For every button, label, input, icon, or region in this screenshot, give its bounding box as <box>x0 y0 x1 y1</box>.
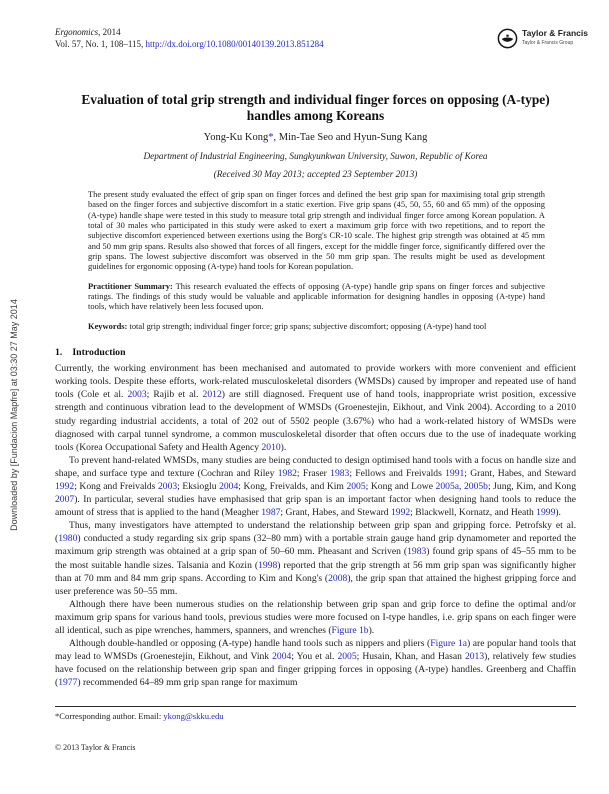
page-header <box>55 26 588 50</box>
citation-link[interactable]: 2004 <box>272 651 292 663</box>
doi-link[interactable]: http://dx.doi.org/10.1080/00140139.2013.851284 <box>145 39 324 49</box>
keywords-text: total grip strength; individual finger force; grip spans; subjective discomfort; opposing (A-type) hand tool <box>129 320 487 331</box>
citation-link[interactable]: 1998 <box>258 559 278 571</box>
citation-link[interactable]: 2005 <box>337 651 357 663</box>
citation-link[interactable]: 1992 <box>55 480 75 492</box>
citation-link[interactable]: Figure 1a <box>430 638 467 650</box>
practitioner-summary <box>88 281 545 312</box>
section-number: 1. <box>55 347 63 359</box>
copyright: © 2013 Taylor & Francis <box>55 743 136 752</box>
practitioner-summary-label: Practitioner Summary: <box>88 280 173 291</box>
intro-paragraph-5: Although double-handled or opposing (A-type) handle hand tools such as nippers and pliers (Figure 1a) are popular hand tools that may lead to WMSDs (Groenestejin, Eikhout, and Vink 2004; You et al. 2005; Husain, Khan, and Hasan 2013), relatively few studies have focused on the relationship between grip span and finger gripping forces in opposing (A-type) handles. Greenberg and Chaffin (1977) recommended 64–89 mm grip span range for maximum <box>55 638 576 689</box>
citation-link[interactable]: 2008 <box>328 572 348 584</box>
corresponding-author-note: *Corresponding author. Email: ykong@skku.edu <box>55 711 224 721</box>
citation-link[interactable]: 1992 <box>390 507 411 519</box>
citation-link[interactable]: 2003 <box>157 480 178 492</box>
citation-link[interactable]: 2010 <box>261 441 281 453</box>
abstract-text: The present study evaluated the effect of grip span on finger forces and defined the best grip span for maximising total grip strength based on the finger forces and subjective discomfort in a static exertion. Five grip spans (45, 50, 55, 60 and 65 mm) of the opposing (A-type) handle shape were tested in this study to measure total grip strength and individual finger force among Korean population. A total of 30 males who participated in this study were asked to exert a maximum grip force with two repetitions, and to report the subjective discomfort experienced between exertions using the Borg's CR-10 scale. The highest grip strength was obtained at 45 mm and 50 mm grip spans. Results also showed that forces of all fingers, except for the middle finger force, significantly differed over the grip spans. The lowest subjective discomfort was observed in the 50 mm grip span. The results might be used as development guidelines for ergonomic opposing (A-type) hand tools for Korean population. <box>88 189 545 272</box>
publisher-group: Taylor & Francis Group <box>522 40 574 46</box>
authors: Yong-Ku Kong*, Min-Tae Seo and Hyun-Sung Kang <box>203 132 428 143</box>
citation-link[interactable]: Figure 1b <box>331 625 369 636</box>
practitioner-summary-text: This research evaluated the effects of opposing (A-type) handle grip spans on finger forces and subjective ratings. The findings of this study would be valuable and applicable information for designing handles in opposing (A-type) hand tools, which have relatively been less focused upon. <box>88 280 546 312</box>
intro-paragraph-4: Although there have been numerous studies on the relationship between grip span and grip force to define the optimal and/or maximum grip spans for various hand tools, previous studies were more focused on I-type handles, i.e. grip spans on each finger were all identical, such as pipe wrenches, hammers, spanners, and wrenches (Figure 1b). <box>55 598 576 636</box>
taylor-francis-logo-text <box>522 29 588 48</box>
keywords <box>88 321 545 331</box>
citation-link[interactable]: 1977 <box>58 677 78 689</box>
citation-link[interactable]: 2005 <box>346 480 366 492</box>
publisher-name: Taylor & Francis <box>522 28 588 38</box>
citation-link[interactable]: 1980 <box>58 533 78 545</box>
citation-link[interactable]: 2005b <box>463 480 488 492</box>
citation-link[interactable]: 2012 <box>202 389 222 401</box>
citation-link[interactable]: 2003 <box>127 389 147 401</box>
download-notice: Downloaded by [Fundacion Mapfre] at 03:30 27 May 2014 <box>9 299 19 531</box>
footnote-divider <box>55 706 576 707</box>
page-footer <box>55 706 576 752</box>
journal-volume-doi: Vol. 57, No. 1, 108–115, http://dx.doi.org/10.1080/00140139.2013.851284 <box>55 39 324 49</box>
intro-paragraph-2: To prevent hand-related WMSDs, many studies are being conducted to design optimised hand tools with a focus on handle size and shape, and surface type and texture (Cochran and Riley 1982; Fraser 1983; Fellows and Freivalds 1991; Grant, Habes, and Steward 1992; Kong and Freivalds 2003; Eksioglu 2004; Kong, Freivalds, and Kim 2005; Kong and Lowe 2005a, 2005b; Jung, Kim, and Kong 2007). In particular, several studies have emphasised that grip span is an important factor when designing hand tools to reduce the amount of stress that is applied to the hand (Meagher 1987; Grant, Habes, and Steward 1992; Blackwell, Kornatz, and Heath 1999). <box>55 454 577 519</box>
citation-link[interactable]: 2013 <box>464 651 485 663</box>
email-link[interactable]: ykong@skku.edu <box>163 711 224 721</box>
citation-link[interactable]: 2004 <box>219 480 239 492</box>
citation-link[interactable]: 1983 <box>330 467 350 479</box>
citation-link[interactable]: 2005a <box>435 480 459 492</box>
affiliation: Department of Industrial Engineering, Sungkyunkwan University, Suwon, Republic of Korea <box>143 152 488 162</box>
citation-link[interactable]: * <box>268 132 274 143</box>
citation-link[interactable]: 1983 <box>407 546 427 558</box>
taylor-francis-logo-icon <box>497 28 518 49</box>
section-heading-introduction <box>55 347 576 358</box>
citation-link[interactable]: 1987 <box>261 507 281 519</box>
journal-name-year: Ergonomics, 2014 <box>55 27 121 37</box>
received-dates: (Received 30 May 2013; accepted 23 September 2013) <box>213 170 418 180</box>
citation-link[interactable]: 1982 <box>277 467 297 479</box>
intro-paragraph-1: Currently, the working environment has been mechanised and automated to provide workers with more convenient and efficient working tools. Despite these efforts, work-related musculoskeletal disorders (WMSDs) caused by improper and repeated use of hand tools (Cole et al. 2003; Rajib et al. 2012) are still diagnosed. Frequent use of hand tools, inappropriate wrist position, excessive strength and continuous vibration lead to the development of WMSDs (Groenestejin, Eikhout, and Vink 2004). According to a 2010 study regarding industrial accidents, a total of 202 out of 5502 people (3.67%) who had a work-related history of WMSDs were diagnosed with carpal tunnel syndrome, a common musculoskeletal disorder that often occurs due to the use of inadequate working tools (Korea Occupational Safety and Health Agency 2010). <box>55 363 576 453</box>
section-title: Introduction <box>72 347 126 359</box>
citation-link[interactable]: 1999 <box>536 507 556 519</box>
citation-link[interactable]: 2007 <box>55 494 75 506</box>
article-title: Evaluation of total grip strength and individual finger forces on opposing (A-type) handles among Koreans <box>81 92 550 123</box>
intro-paragraph-3: Thus, many investigators have attempted to understand the relationship between grip span and gripping force. Petrofsky et al. (1980) conducted a study regarding six grip spans (32–80 mm) with a portable strain gauge hand grip dynamometer and reported the maximum grip strength was obtained at a grip span of 50–60 mm. Pheasant and Scriven (1983) found grip spans of 45–55 mm to be the most suitable handle sizes. Talsania and Kozin (1998) reported that the grip strength at 56 mm grip span was significantly higher than at 70 mm and 84 mm grip spans. According to Kim and Kong's (2008), the grip span that attained the highest gripping force and user preference was 50–55 mm. <box>55 520 576 597</box>
journal-info <box>55 26 324 50</box>
abstract-section <box>88 189 545 331</box>
citation-link[interactable]: 1991 <box>445 467 465 479</box>
taylor-francis-logo <box>497 28 588 49</box>
keywords-label: Keywords: <box>88 320 128 331</box>
